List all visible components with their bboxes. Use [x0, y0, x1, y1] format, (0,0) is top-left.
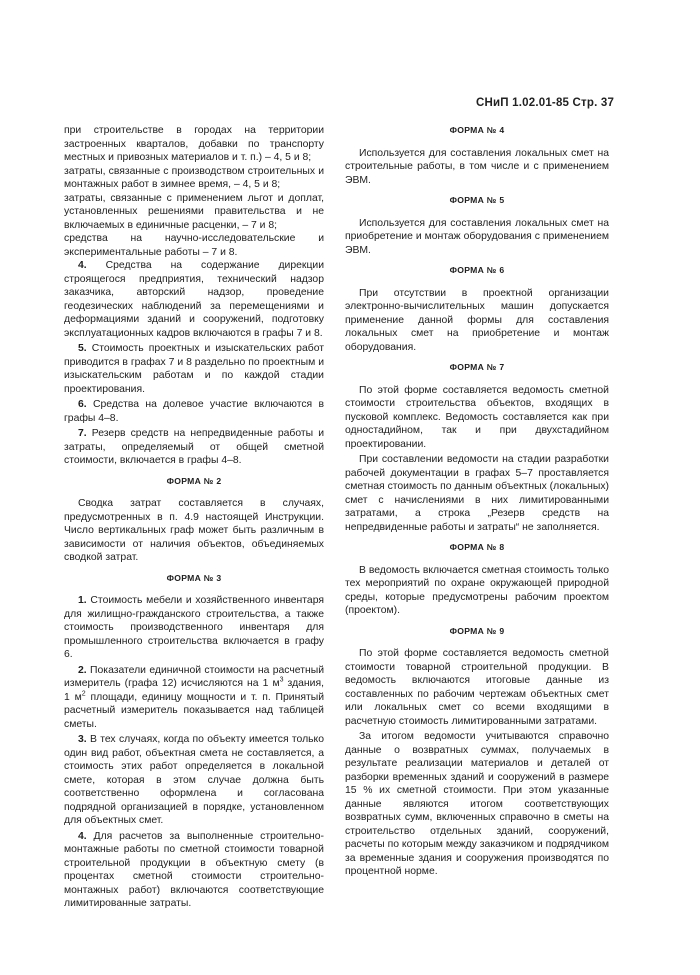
- page-header: СНиП 1.02.01-85 Стр. 37: [476, 97, 615, 109]
- item-text: площади, единицу мощности и т. п. Принятый расчетный измеритель показывается над таблицей сметы.: [64, 691, 324, 730]
- item-number: 4.: [78, 260, 87, 271]
- section-title: ФОРМА № 8: [449, 542, 505, 552]
- item-text: Средства на долевое участие включаются в графы 4–8.: [64, 399, 325, 424]
- paragraph: В ведомость включается сметная стоимость только тех мероприятий по охране окружающей природной среды, которые предусмотрены рабочим проектом (проектом).: [345, 564, 609, 616]
- item-text: Резерв средств на непредвиденные работы и затраты, определяемый от общей сметной стоимости, включается в графы 4–8.: [64, 428, 325, 466]
- numbered-paragraph: [64, 830, 324, 911]
- numbered-paragraph: [64, 427, 324, 468]
- item-text: Стоимость мебели и хозяйственного инвентаря для жилищно-гражданского строительства, а также стоимость производственного инвентаря для промышленного строительства включается в графу 6.: [64, 595, 324, 660]
- section-title: ФОРМА № 4: [449, 125, 505, 135]
- numbered-paragraph: [64, 664, 324, 732]
- section-title: ФОРМА № 2: [166, 475, 222, 486]
- section-title: ФОРМА № 6: [449, 265, 505, 275]
- item-number: 5.: [78, 343, 87, 354]
- section-title: ФОРМА № 7: [449, 362, 505, 372]
- item-number: 1.: [78, 595, 87, 606]
- right-column: [345, 124, 609, 881]
- item-text: здания, 1 м: [64, 678, 324, 703]
- item-text: Для расчетов за выполненные строительно-монтажные работы по сметной стоимости товарной строительной продукции в объектную смету (в процентах сметной стоимости строительно-монтажных работ) включаются соответствующие лимитированные затраты.: [64, 830, 325, 909]
- superscript: 2: [81, 690, 86, 698]
- numbered-paragraph: [64, 259, 324, 340]
- paragraph: при строительстве в городах на территории застроенных кварталов, добавки по транспорту местных и привозных материалов и т. п.) – 4, 5 и 8;: [64, 125, 324, 163]
- section-title: ФОРМА № 5: [449, 195, 505, 205]
- paragraph: За итогом ведомости учитываются справочно данные о возвратных суммах, получаемых в результате реализации материалов и деталей от разборки временных зданий и сооружений в размере 15 % их сметной стоимости. При этом указанные данные являются итогом соответствующих возвратных сумм, включенных справочно в сметы на строительство отдельных зданий, сооружений, расчеты по которым между заказчиком и подрядчиком за временные здания и сооружения производятся по процентной норме.: [345, 731, 609, 877]
- item-number: 2.: [78, 664, 87, 676]
- item-number: 4.: [78, 830, 87, 842]
- paragraph: Сводка затрат составляется в случаях, предусмотренных в п. 4.9 настоящей Инструкции. Число вертикальных граф может быть различным в зависимости от наличия объектов, объединяемых сводкой затрат.: [64, 498, 324, 563]
- paragraph: При составлении ведомости на стадии разработки рабочей документации в графах 5–7 проставляется сметная стоимость по данным объектных (локальных) смет с начислениями в них лимитированными затратами, а строка „Резерв средств на непредвиденные работы и затраты“ не заполняется.: [345, 454, 609, 533]
- item-number: 3.: [78, 734, 87, 745]
- paragraph: Используется для составления локальных смет на строительные работы, в том числе и с применением ЭВМ.: [345, 147, 609, 186]
- paragraph: Используется для составления локальных смет на приобретение и монтаж оборудования с применением ЭВМ.: [345, 217, 609, 256]
- item-text: Средства на содержание дирекции строящегося предприятия, технический надзор заказчика, авторский надзор, проведение геодезических наблюдений за перемещениями и деформациями зданий и сооружений, подготовку эксплуатационных кадров включаются в графы 7 и 8.: [64, 260, 324, 339]
- item-text: Стоимость проектных и изыскательских работ приводится в графах 7 и 8 раздельно по проектным и изыскательским работам и по каждой стадии проектирования.: [64, 343, 324, 395]
- numbered-paragraph: [64, 342, 324, 396]
- paragraph: затраты, связанные с производством строительных и монтажных работ в зимнее время, – 4, 5 и 8;: [64, 165, 324, 190]
- numbered-paragraph: [64, 594, 324, 662]
- numbered-paragraph: [64, 398, 324, 425]
- paragraph: средства на научно-исследовательские и экспериментальные работы – 7 и 8.: [64, 233, 324, 258]
- paragraph: затраты, связанные с применением льгот и доплат, установленных решениями правительства и не включаемых в единичные расценки, – 7 и 8;: [64, 192, 324, 231]
- item-text: Показатели единичной стоимости на расчетный измеритель (графа 12) исчисляются на 1 м: [64, 664, 324, 689]
- item-number: 7.: [78, 428, 87, 439]
- superscript: 3: [279, 676, 284, 684]
- paragraph: При отсутствии в проектной организации электронно-вычислительных машин допускается применение данной формы для составления локальных смет на приобретение и монтаж оборудования.: [345, 287, 609, 353]
- left-column: [64, 124, 324, 913]
- section-title: ФОРМА № 3: [166, 572, 222, 583]
- paragraph: По этой форме составляется ведомость сметной стоимости товарной строительной продукции. В ведомость включаются итоговые данные из составленных по рабочим чертежам объектных смет или локальных смет со всеми входящими в расчетную стоимость лимитированными затратами.: [345, 648, 609, 727]
- paragraph: По этой форме составляется ведомость сметной стоимости строительства объектов, входящих в пусковой комплекс. Ведомость составляется как при одностадийном, так и при двухстадийном проектировании.: [345, 384, 609, 450]
- item-number: 6.: [78, 399, 87, 410]
- item-text: В тех случаях, когда по объекту имеется только один вид работ, объектная смета не составляется, а стоимость этих работ определяется в локальной смете, которая в этом случае должна быть соответственно оформлена и согласована подрядной организацией в порядке, установленном для объектных смет.: [64, 734, 324, 826]
- numbered-paragraph: [64, 733, 324, 828]
- section-title: ФОРМА № 9: [449, 625, 505, 636]
